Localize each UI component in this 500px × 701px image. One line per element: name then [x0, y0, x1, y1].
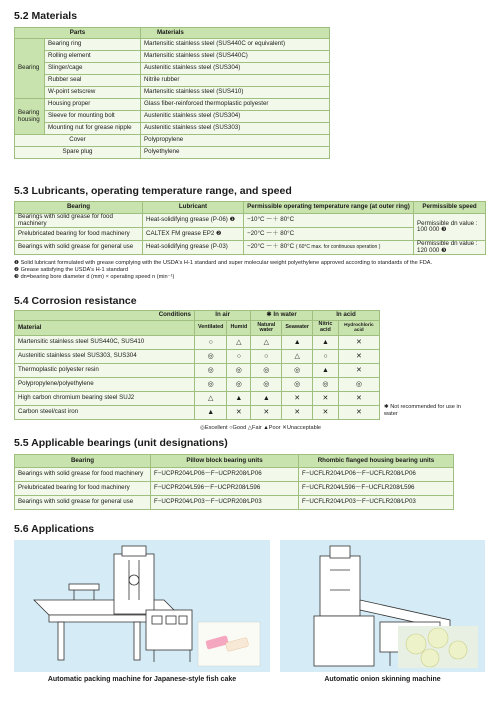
- col-nitric-acid: Nitric acid: [313, 321, 339, 336]
- fish-cake-machine-figure: [14, 540, 270, 672]
- material-cell: Glass fiber-reinforced thermoplastic polyester: [141, 99, 330, 111]
- header-materials: Materials: [141, 28, 330, 39]
- header-in-acid: In acid: [313, 311, 380, 321]
- bearing-cell: Prelubricated bearing for food machinery: [15, 228, 143, 241]
- packing-machine-illustration: [14, 540, 270, 672]
- rating-cell: △: [282, 350, 313, 364]
- rating-cell: ✕: [227, 406, 251, 420]
- rating-cell: ✕: [251, 406, 282, 420]
- rating-cell: ○: [227, 350, 251, 364]
- rating-cell: ◎: [338, 378, 379, 392]
- rating-cell: ▲: [227, 392, 251, 406]
- section-title-lubricants: 5.3 Lubricants, operating temperature range, and speed: [14, 185, 292, 197]
- pillow-cell: F−UCPR204∕L596～F−UCPR208∕L596: [151, 482, 299, 496]
- rating-cell: ◎: [227, 378, 251, 392]
- temperature-value: −20°C ～＋ 80°C: [247, 243, 295, 251]
- section-title-materials: 5.2 Materials: [14, 10, 78, 22]
- material-cell: Austenitic stainless steel (SUS304): [141, 111, 330, 123]
- onion-machine-figure: [280, 540, 485, 672]
- rating-cell: △: [251, 336, 282, 350]
- rating-cell: ◎: [251, 364, 282, 378]
- material-cell: Nitrile rubber: [141, 75, 330, 87]
- rating-cell: ✕: [338, 350, 379, 364]
- material-cell: Thermoplastic polyester resin: [15, 364, 195, 378]
- material-cell: Austenitic stainless steel SUS303, SUS304: [15, 350, 195, 364]
- part-cell: Sleeve for mounting bolt: [45, 111, 141, 123]
- part-cell: Rolling element: [45, 51, 141, 63]
- rating-cell: ✕: [313, 406, 339, 420]
- material-cell: Austenitic stainless steel (SUS304): [141, 63, 330, 75]
- rating-cell: ✕: [282, 392, 313, 406]
- bearing-cell: Bearings with solid grease for general use: [15, 496, 151, 510]
- lubricants-table: [14, 201, 486, 255]
- header-bearing: Bearing: [15, 202, 143, 214]
- temperature-cell: −20°C ～＋ 80°C: [244, 228, 414, 241]
- rating-cell: ○: [195, 336, 227, 350]
- bearing-cell: Bearings with solid grease for food machinery: [15, 468, 151, 482]
- materials-table: [14, 27, 330, 159]
- part-cell: Rubber seal: [45, 75, 141, 87]
- header-material: Material: [15, 321, 195, 336]
- header-temperature: Permissible operating temperature range (at outer ring): [244, 202, 414, 214]
- pillow-cell: F−UCPR204∕LP06～F−UCPR208∕LP06: [151, 468, 299, 482]
- rating-cell: △: [227, 336, 251, 350]
- footnote-3: ❸ dn=bearing bore diameter d (mm) × operating speed n (min⁻¹): [14, 273, 175, 280]
- lubricant-cell: Heat-solidifying grease (P-06) ❶: [143, 214, 244, 228]
- header-in-water: ✱ In water: [251, 311, 313, 321]
- material-cell: Polyethylene: [141, 147, 330, 159]
- rating-cell: ◎: [227, 364, 251, 378]
- rating-cell: ◎: [195, 378, 227, 392]
- footnote-1: ❶ Solid lubricant formulated with grease complying with the USDA's H-1 standard and super molecular weight polyethylene approved according to standards of the FDA.: [14, 260, 433, 266]
- rhombic-cell: F−UCFLR204∕LP06～F−UCFLR208∕LP06: [299, 468, 454, 482]
- corrosion-table: [14, 310, 380, 420]
- col-hydrochloric-acid: Hydrochloric acid: [338, 321, 379, 336]
- pillow-cell: F−UCPR204∕LP03～F−UCPR208∕LP03: [151, 496, 299, 510]
- part-cell: Slinger/cage: [45, 63, 141, 75]
- rating-cell: ✕: [338, 406, 379, 420]
- rating-cell: ▲: [195, 406, 227, 420]
- rating-cell: ▲: [282, 336, 313, 350]
- material-cell: Martensitic stainless steel (SUS440C or equivalent): [141, 39, 330, 51]
- rating-cell: ✕: [338, 364, 379, 378]
- material-cell: Austenitic stainless steel (SUS303): [141, 123, 330, 135]
- onion-machine-illustration: [280, 540, 485, 672]
- col-ventilated: Ventilated: [195, 321, 227, 336]
- temperature-cell: [244, 241, 414, 255]
- bearing-cell: Prelubricated bearing for food machinery: [15, 482, 151, 496]
- speed-cell: Permissible dn value : 120 000 ❸: [414, 241, 486, 255]
- rating-cell: ▲: [313, 336, 339, 350]
- rating-cell: ◎: [195, 364, 227, 378]
- part-cell: Cover: [15, 135, 141, 147]
- rating-cell: ✕: [313, 392, 339, 406]
- speed-cell: Permissible dn value : 100 000 ❸: [414, 214, 486, 241]
- lubricant-cell: CALTEX FM grease EP2 ❷: [143, 228, 244, 241]
- material-cell: Polypropylene/polyethylene: [15, 378, 195, 392]
- material-cell: Martensitic stainless steel (SUS410): [141, 87, 330, 99]
- col-humid: Humid: [227, 321, 251, 336]
- rating-cell: △: [195, 392, 227, 406]
- caption-fish-cake-machine: Automatic packing machine for Japanese-style fish cake: [47, 676, 237, 683]
- caption-onion-machine: Automatic onion skinning machine: [324, 676, 441, 683]
- header-rhombic: Rhombic flanged housing bearing units: [299, 455, 454, 468]
- rating-cell: ▲: [313, 364, 339, 378]
- header-parts: Parts: [15, 28, 141, 39]
- group-housing: Bearing housing: [15, 99, 45, 135]
- header-lubricant: Lubricant: [143, 202, 244, 214]
- rhombic-cell: F−UCFLR204∕LP03～F−UCFLR208∕LP03: [299, 496, 454, 510]
- rating-legend: ◎Excellent ○Good △Fair ▲Poor ✕Unacceptable: [200, 425, 322, 431]
- rating-cell: ◎: [313, 378, 339, 392]
- rating-cell: ○: [251, 350, 282, 364]
- header-pillow-block: Pillow block bearing units: [151, 455, 299, 468]
- header-in-air: In air: [195, 311, 251, 321]
- rating-cell: ◎: [195, 350, 227, 364]
- part-cell: Bearing ring: [45, 39, 141, 51]
- material-cell: Martensitic stainless steel SUS440C, SUS410: [15, 336, 195, 350]
- section-title-corrosion: 5.4 Corrosion resistance: [14, 295, 137, 307]
- rating-cell: ✕: [282, 406, 313, 420]
- header-bearing: Bearing: [15, 455, 151, 468]
- rating-cell: ◎: [282, 364, 313, 378]
- material-cell: Polypropylene: [141, 135, 330, 147]
- part-cell: W-point setscrew: [45, 87, 141, 99]
- material-cell: Carbon steel/cast iron: [15, 406, 195, 420]
- continuous-note: ( 60°C max. for continuous operation ): [295, 244, 381, 251]
- water-note: ✱ Not recommended for use in water: [384, 404, 461, 417]
- bearing-cell: Bearings with solid grease for food machinery: [15, 214, 143, 228]
- col-seawater: Seawater: [282, 321, 313, 336]
- header-speed: Permissible speed: [414, 202, 486, 214]
- footnote-2: ❷ Grease satisfying the USDA's H-1 standard: [14, 266, 128, 273]
- rating-cell: ✕: [338, 336, 379, 350]
- lubricant-cell: Heat-solidifying grease (P-03): [143, 241, 244, 255]
- part-cell: Housing proper: [45, 99, 141, 111]
- material-cell: High carbon chromium bearing steel SUJ2: [15, 392, 195, 406]
- header-conditions: Conditions: [15, 311, 195, 321]
- rating-cell: ○: [313, 350, 339, 364]
- section-title-applicable-bearings: 5.5 Applicable bearings (unit designations): [14, 437, 228, 449]
- footnotes: [14, 260, 486, 281]
- temperature-cell: −10°C ～＋ 80°C: [244, 214, 414, 228]
- rhombic-cell: F−UCFLR204∕L596～F−UCFLR208∕L596: [299, 482, 454, 496]
- col-natural-water: Natural water: [251, 321, 282, 336]
- group-bearing: Bearing: [15, 39, 45, 99]
- applicable-bearings-table: [14, 454, 454, 510]
- rating-cell: ▲: [251, 392, 282, 406]
- rating-cell: ✕: [338, 392, 379, 406]
- part-cell: Spare plug: [15, 147, 141, 159]
- part-cell: Mounting nut for grease nipple: [45, 123, 141, 135]
- section-title-applications: 5.6 Applications: [14, 523, 95, 535]
- material-cell: Martensitic stainless steel (SUS440C): [141, 51, 330, 63]
- rating-cell: ◎: [282, 378, 313, 392]
- rating-cell: ◎: [251, 378, 282, 392]
- bearing-cell: Bearings with solid grease for general use: [15, 241, 143, 255]
